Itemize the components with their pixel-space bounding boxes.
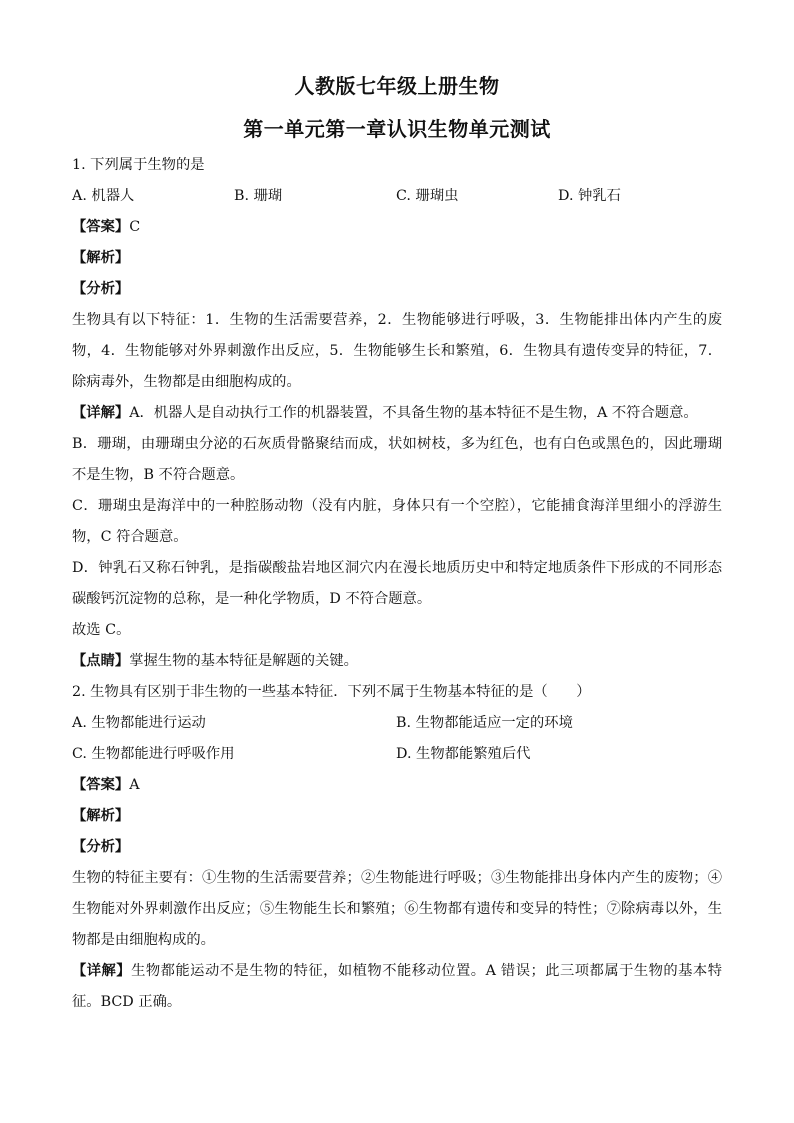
document-subtitle: 第一单元第一章认识生物单元测试 xyxy=(243,117,551,141)
q1-jiexi-label: 【解析】 xyxy=(72,250,130,266)
q2-xiangjie-tag: 【详解】 xyxy=(72,963,132,979)
q1-xiangjie-tag: 【详解】 xyxy=(72,405,130,421)
q2-fenxi-tag xyxy=(72,832,722,863)
q1-fenxi-text: 生物具有以下特征：1．生物的生活需要营养，2．生物能够进行呼吸，3．生物能排出体内产生的废物，4．生物能够对外界刺激作出反应，5．生物能够生长和繁殖，6．生物具有遗传变异的特征，7．除病毒外，生物都是由细胞构成的。 xyxy=(72,312,722,390)
document-title: 人教版七年级上册生物 xyxy=(294,74,500,98)
q2-options-row2 xyxy=(72,739,722,770)
q2-jiexi-label: 【解析】 xyxy=(72,808,130,824)
q1-options xyxy=(72,181,722,212)
q2-option-c: C. 生物都能进行呼吸作用 xyxy=(72,746,235,762)
q1-dianjing-text: 掌握生物的基本特征是解题的关键。 xyxy=(129,653,358,669)
q1-fenxi-label: 【分析】 xyxy=(72,281,130,297)
q1-detail-a xyxy=(72,398,722,429)
q2-jiexi-tag xyxy=(72,801,722,832)
q2-stem: 2. 生物具有区别于非生物的一些基本特征．下列不属于生物基本特征的是（ ） xyxy=(72,684,591,700)
q1-detail-c: C．珊瑚虫是海洋中的一种腔肠动物（没有内脏，身体只有一个空腔），它能捕食海洋里细小的浮游生物，C 符合题意。 xyxy=(72,498,722,545)
q2-option-a: A. 生物都能进行运动 xyxy=(72,715,206,731)
q2-answer xyxy=(72,770,722,801)
q2-detail xyxy=(72,956,722,1018)
document-body xyxy=(72,150,722,1018)
q2-option-d: D. 生物都能繁殖后代 xyxy=(396,746,531,762)
q1-conclusion: 故选 C。 xyxy=(72,622,131,638)
q1-answer-value: C xyxy=(129,219,141,235)
q1-xiangjie-text: A．机器人是自动执行工作的机器装置，不具备生物的基本特征不是生物，A 不符合题意。 xyxy=(129,405,698,421)
q1-detail-b: B．珊瑚，由珊瑚虫分泌的石灰质骨骼聚结而成，状如树枝，多为红色，也有白色或黑色的，因此珊瑚不是生物，B 不符合题意。 xyxy=(72,436,722,483)
q2-answer-value: A xyxy=(129,777,140,793)
q2-xiangjie-text: 生物都能运动不是生物的特征，如植物不能移动位置。A 错误；此三项都属于生物的基本特征。BCD 正确。 xyxy=(72,963,723,1010)
q2-options-row1 xyxy=(72,708,722,739)
q2-answer-tag: 【答案】 xyxy=(72,777,130,793)
q2-option-b: B. 生物都能适应一定的环境 xyxy=(396,715,573,731)
q1-fenxi-tag xyxy=(72,274,722,305)
q1-answer xyxy=(72,212,722,243)
q1-jiexi-tag xyxy=(72,243,722,274)
q1-option-c: C. 珊瑚虫 xyxy=(396,188,459,204)
q2-fenxi-text: 生物的特征主要有：①生物的生活需要营养；②生物能进行呼吸；③生物能排出身体内产生的废物；④生物能对外界刺激作出反应；⑤生物能生长和繁殖；⑥生物都有遗传和变异的特性；⑦除病毒以外，生物都是由细胞构成的。 xyxy=(72,870,722,948)
q1-option-b: B. 珊瑚 xyxy=(234,188,283,204)
q1-dianjing xyxy=(72,646,722,677)
q1-option-d: D. 钟乳石 xyxy=(558,188,621,204)
q1-option-a: A. 机器人 xyxy=(72,188,135,204)
q1-stem: 1. 下列属于生物的是 xyxy=(72,157,205,173)
q1-detail-d: D．钟乳石又称石钟乳，是指碳酸盐岩地区洞穴内在漫长地质历史中和特定地质条件下形成的不同形态碳酸钙沉淀物的总称，是一种化学物质，D 不符合题意。 xyxy=(72,560,722,607)
q1-answer-tag: 【答案】 xyxy=(72,219,130,235)
q2-fenxi-label: 【分析】 xyxy=(72,839,130,855)
q1-dianjing-tag: 【点睛】 xyxy=(72,653,130,669)
